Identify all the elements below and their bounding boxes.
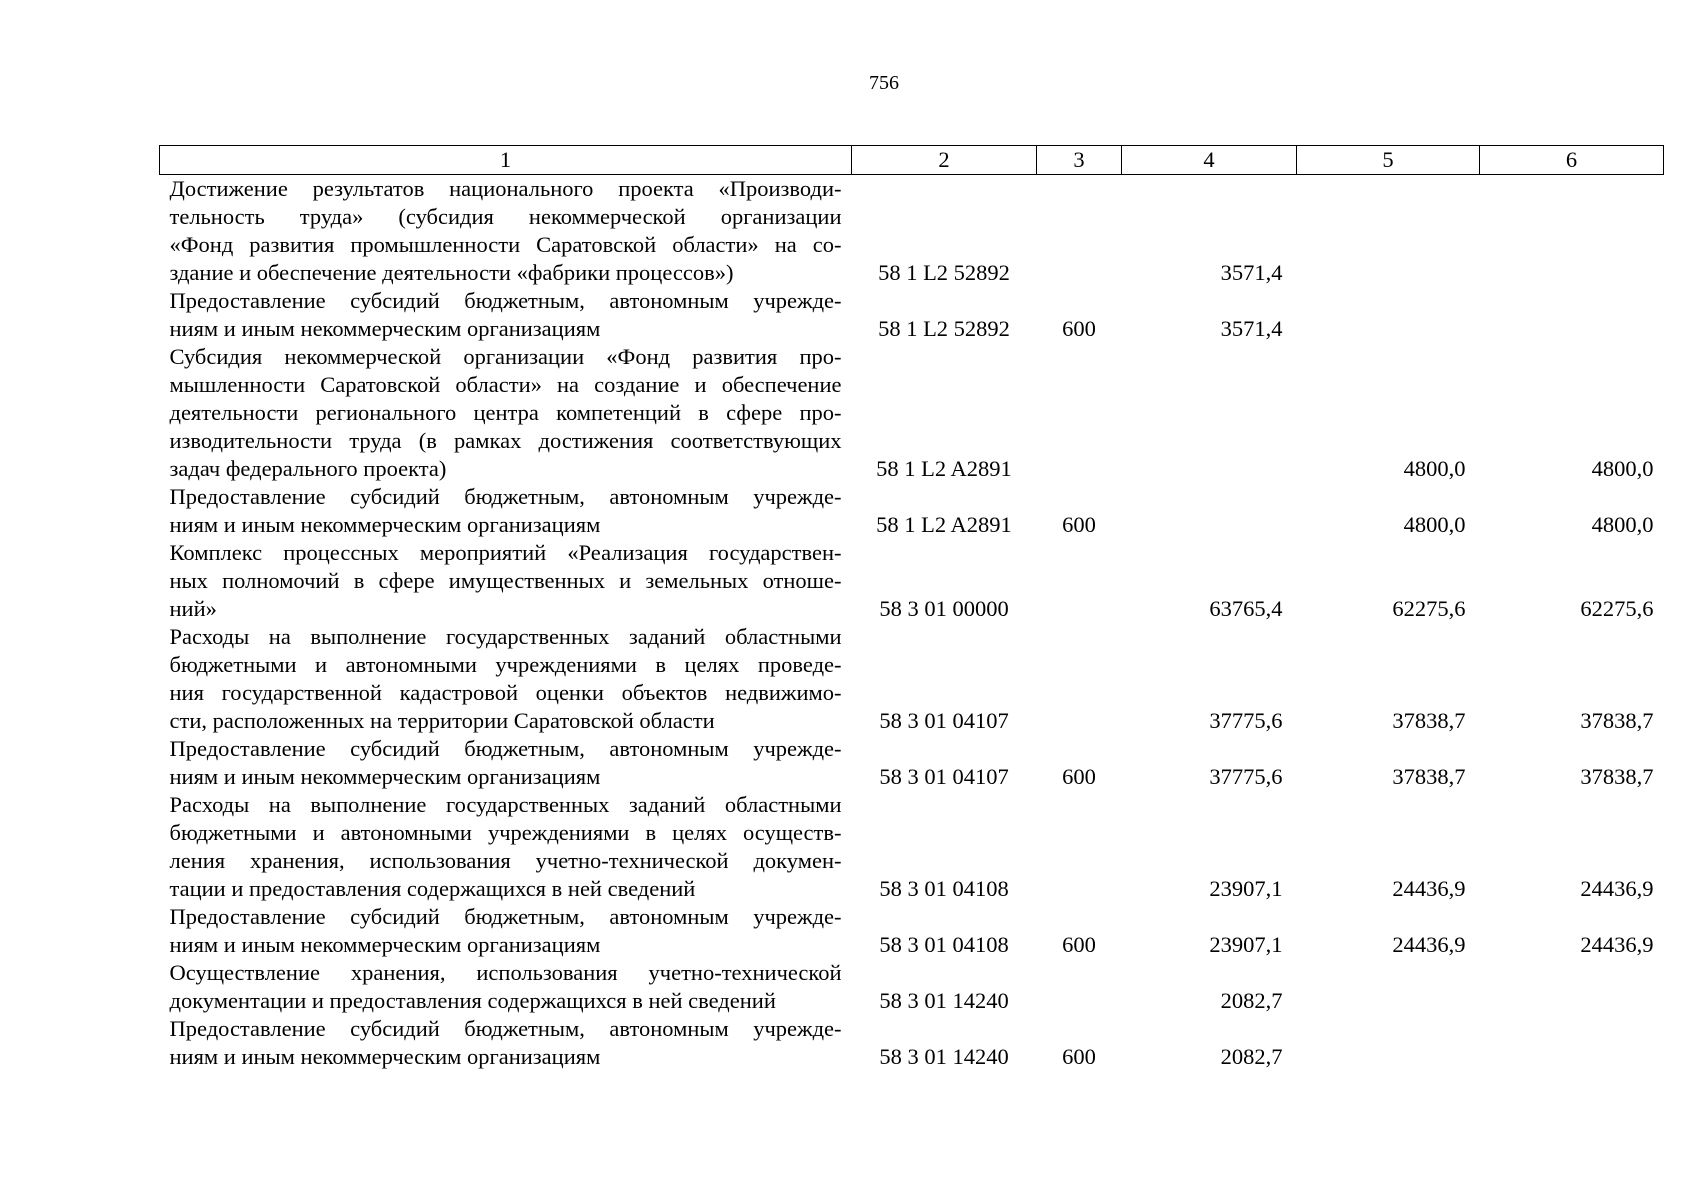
- row-value-col4: 3571,4: [1220, 260, 1283, 285]
- row-value-col4: 63765,4: [1209, 596, 1283, 621]
- row-target-code: 58 3 01 14240: [879, 1044, 1009, 1069]
- row-target-code: 58 3 01 00000: [879, 596, 1009, 621]
- budget-table: [159, 145, 1664, 1071]
- row-description: [160, 959, 852, 1015]
- column-header-6: 6: [1480, 146, 1664, 175]
- row-description-line: Расходы на выполнение государственных заданий областными: [169, 624, 842, 649]
- row-value-col6: 37838,7: [1580, 764, 1654, 789]
- row-value-col4: 23907,1: [1209, 932, 1283, 957]
- row-description: [160, 1015, 852, 1071]
- table-row: [160, 959, 1664, 1015]
- row-value-col5: 4800,0: [1403, 456, 1466, 481]
- row-description: [160, 287, 852, 343]
- row-expense-type: 600: [1062, 764, 1096, 789]
- row-description-line: ных полномочий в сфере имущественных и земельных отноше-: [169, 568, 842, 593]
- row-expense-type: 600: [1062, 932, 1096, 957]
- row-value-col5: 24436,9: [1392, 932, 1466, 957]
- page-number: 756: [869, 72, 899, 94]
- table-row: [160, 791, 1664, 903]
- row-description: [160, 903, 852, 959]
- row-description-line: ния государственной кадастровой оценки объектов недвижимо-: [169, 680, 842, 705]
- row-description: [160, 623, 852, 735]
- row-description-line: Осуществление хранения, использования учетно-технической: [169, 960, 842, 985]
- row-description-line: деятельности регионального центра компетенций в сфере про-: [169, 400, 842, 425]
- row-value-col5: [1297, 287, 1480, 343]
- row-value-col5: 62275,6: [1392, 596, 1466, 621]
- row-value-col6: 24436,9: [1580, 876, 1654, 901]
- row-expense-type: [1037, 791, 1122, 903]
- column-header-2: 2: [852, 146, 1037, 175]
- row-value-col6: 4800,0: [1591, 456, 1654, 481]
- row-description-line: Достижение результатов национального проекта «Производи-: [169, 176, 842, 201]
- row-expense-type: 600: [1062, 316, 1096, 341]
- table-row: [160, 623, 1664, 735]
- row-expense-type: [1037, 623, 1122, 735]
- row-description-line: тации и предоставления содержащихся в ней сведений: [169, 876, 696, 901]
- row-description-line: Предоставление субсидий бюджетным, автономным учрежде-: [169, 736, 842, 761]
- row-target-code: 58 3 01 04107: [879, 764, 1009, 789]
- row-value-col6: [1480, 175, 1664, 288]
- row-expense-type: 600: [1062, 1044, 1096, 1069]
- row-value-col5: [1297, 1015, 1480, 1071]
- row-description-line: ниям и иным некоммерческим организациям: [169, 932, 601, 957]
- row-description-line: здание и обеспечение деятельности «фабрики процессов»): [169, 260, 734, 285]
- row-description-line: бюджетными и автономными учреждениями в целях проведе-: [169, 652, 842, 677]
- row-target-code: 58 3 01 14240: [879, 988, 1009, 1013]
- row-value-col5: 4800,0: [1403, 512, 1466, 537]
- row-target-code: 58 1 L2 52892: [878, 316, 1010, 341]
- row-description: [160, 483, 852, 539]
- row-value-col5: 37838,7: [1392, 708, 1466, 733]
- table-row: [160, 287, 1664, 343]
- row-description-line: ления хранения, использования учетно-технической докумен-: [169, 848, 842, 873]
- row-description-line: тельность труда» (субсидия некоммерческой организации: [169, 204, 842, 229]
- row-description-line: сти, расположенных на территории Саратовской области: [169, 708, 715, 733]
- table-row: [160, 903, 1664, 959]
- row-value-col6: 37838,7: [1580, 708, 1654, 733]
- column-header-5: 5: [1297, 146, 1480, 175]
- row-value-col4: [1122, 343, 1297, 483]
- row-expense-type: [1037, 175, 1122, 288]
- row-description: [160, 539, 852, 623]
- row-description-line: Комплекс процессных мероприятий «Реализация государствен-: [169, 540, 842, 565]
- table-row: [160, 483, 1664, 539]
- row-description-line: Предоставление субсидий бюджетным, автономным учрежде-: [169, 904, 842, 929]
- row-expense-type: 600: [1062, 512, 1096, 537]
- row-description-line: ниям и иным некоммерческим организациям: [169, 1044, 601, 1069]
- row-description-line: ний»: [169, 596, 217, 621]
- row-description-line: Предоставление субсидий бюджетным, автономным учрежде-: [169, 484, 842, 509]
- row-value-col6: [1480, 959, 1664, 1015]
- row-description-line: «Фонд развития промышленности Саратовской области» на со-: [169, 232, 842, 257]
- row-value-col4: 37775,6: [1209, 708, 1283, 733]
- row-target-code: 58 1 L2 52892: [878, 260, 1010, 285]
- row-description-line: Расходы на выполнение государственных заданий областными: [169, 792, 842, 817]
- row-value-col5: [1297, 175, 1480, 288]
- table-row: [160, 175, 1664, 288]
- row-description: [160, 735, 852, 791]
- column-header-4: 4: [1122, 146, 1297, 175]
- row-value-col6: [1480, 287, 1664, 343]
- row-value-col4: 2082,7: [1220, 1044, 1283, 1069]
- row-value-col5: 24436,9: [1392, 876, 1466, 901]
- row-value-col4: 23907,1: [1209, 876, 1283, 901]
- table-header-row: [160, 146, 1664, 175]
- row-description-line: бюджетными и автономными учреждениями в целях осуществ-: [169, 820, 842, 845]
- row-value-col5: 37838,7: [1392, 764, 1466, 789]
- row-description: [160, 175, 852, 288]
- row-value-col4: 2082,7: [1220, 988, 1283, 1013]
- row-value-col6: [1480, 1015, 1664, 1071]
- row-description-line: изводительности труда (в рамках достижения соответствующих: [169, 428, 842, 453]
- row-description-line: задач федерального проекта): [169, 456, 447, 481]
- table-row: [160, 735, 1664, 791]
- row-expense-type: [1037, 343, 1122, 483]
- row-target-code: 58 3 01 04107: [879, 708, 1009, 733]
- row-description-line: Предоставление субсидий бюджетным, автономным учрежде-: [169, 1016, 842, 1041]
- row-target-code: 58 3 01 04108: [879, 932, 1009, 957]
- row-value-col6: 4800,0: [1591, 512, 1654, 537]
- row-description-line: ниям и иным некоммерческим организациям: [169, 764, 601, 789]
- row-target-code: 58 1 L2 A2891: [876, 512, 1012, 537]
- row-value-col6: 62275,6: [1580, 596, 1654, 621]
- table-row: [160, 343, 1664, 483]
- row-target-code: 58 1 L2 A2891: [876, 456, 1012, 481]
- column-header-1: 1: [160, 146, 852, 175]
- row-expense-type: [1037, 959, 1122, 1015]
- row-expense-type: [1037, 539, 1122, 623]
- row-value-col6: 24436,9: [1580, 932, 1654, 957]
- row-description-line: ниям и иным некоммерческим организациям: [169, 316, 601, 341]
- row-value-col4: 37775,6: [1209, 764, 1283, 789]
- row-description-line: ниям и иным некоммерческим организациям: [169, 512, 601, 537]
- row-description-line: мышленности Саратовской области» на создание и обеспечение: [169, 372, 842, 397]
- table-body: [160, 175, 1664, 1072]
- row-description-line: Субсидия некоммерческой организации «Фонд развития про-: [169, 344, 842, 369]
- row-description-line: Предоставление субсидий бюджетным, автономным учрежде-: [169, 288, 842, 313]
- row-value-col4: 3571,4: [1220, 316, 1283, 341]
- row-description: [160, 791, 852, 903]
- row-description: [160, 343, 852, 483]
- row-description-line: документации и предоставления содержащихся в ней сведений: [169, 988, 776, 1013]
- table-row: [160, 539, 1664, 623]
- table-row: [160, 1015, 1664, 1071]
- row-value-col4: [1122, 483, 1297, 539]
- column-header-3: 3: [1037, 146, 1122, 175]
- row-value-col5: [1297, 959, 1480, 1015]
- row-target-code: 58 3 01 04108: [879, 876, 1009, 901]
